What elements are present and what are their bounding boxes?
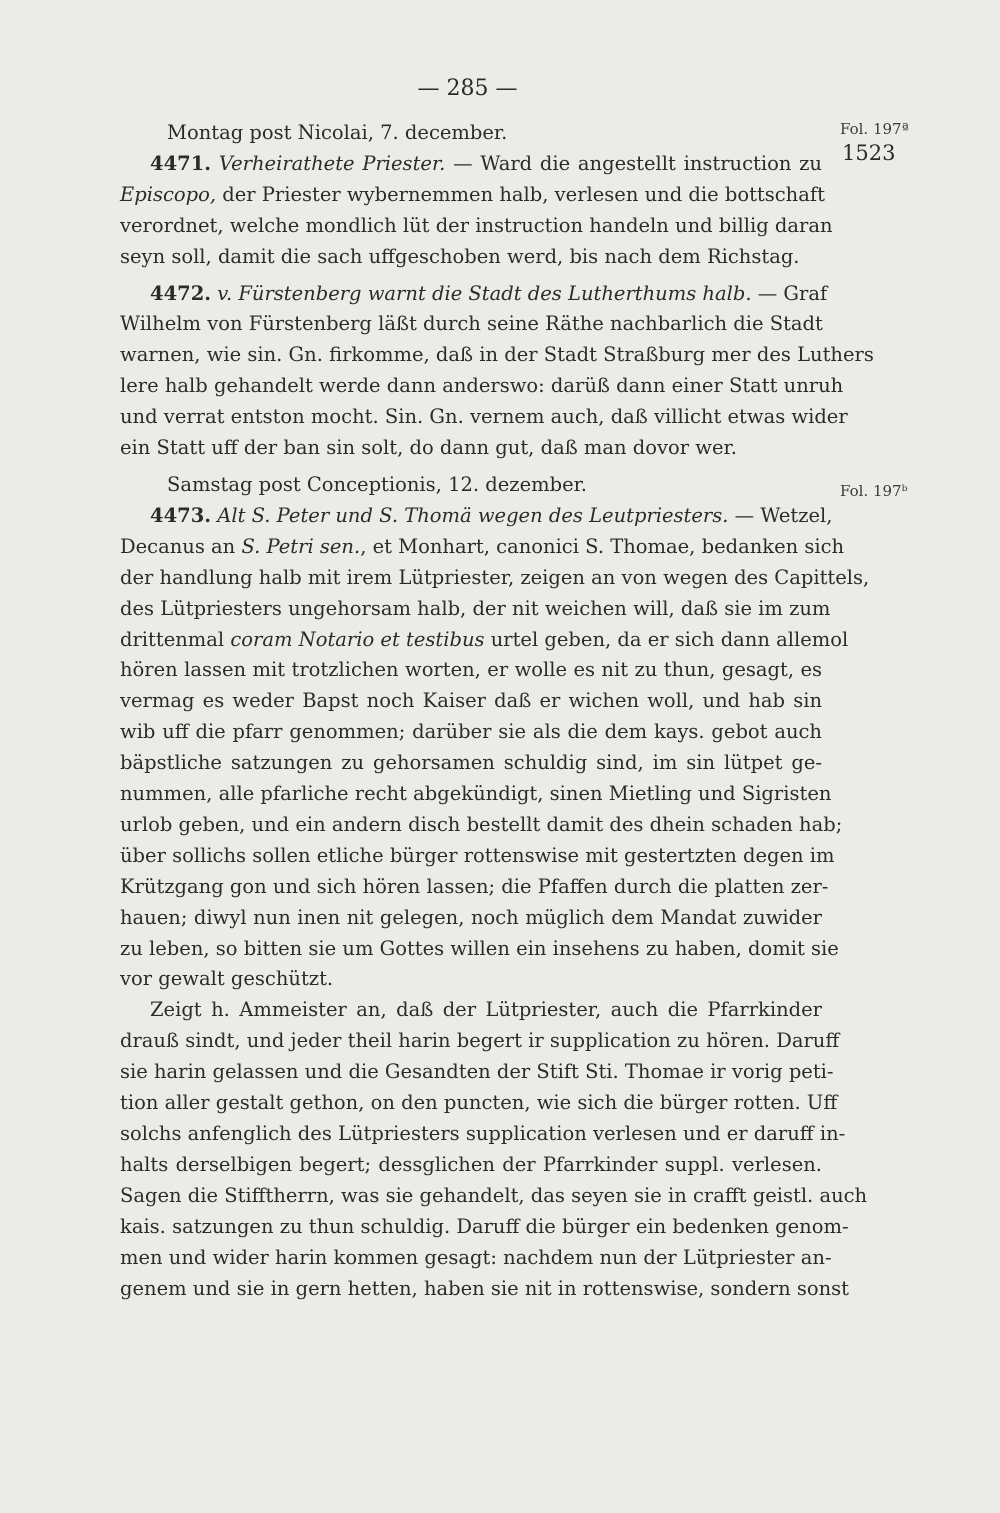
entry-4473-line-6: hören lassen mit trotzlichen worten, er wolle es nit zu thun, gesagt, es bbox=[120, 658, 822, 682]
entry-4473-line-12: über sollichs sollen etliche bürger rottenswise mit gestertzten degen im bbox=[120, 843, 835, 867]
entry-4473-line-16: vor gewalt geschützt. bbox=[120, 967, 334, 991]
para2-line-5: solchs anfenglich des Lütpriesters supplication verlesen und er daruff in- bbox=[120, 1122, 846, 1145]
entry-number-4473: 4473. bbox=[150, 503, 212, 527]
entry-4473-line-2: Decanus an S. Petri sen., et Monhart, canonici S. Thomae, bedanken sich bbox=[120, 534, 845, 558]
entry-4473-line-14: hauen; diwyl nun inen nit gelegen, noch müglich dem Mandat zuwider bbox=[120, 905, 822, 929]
entry-4473-line-7: vermag es weder Bapst noch Kaiser daß er wichen woll, und hab sin bbox=[120, 689, 822, 713]
entry-4472-line-4: lere halb gehandelt werde dann anderswo: darüß dann einer Statt unruh bbox=[120, 374, 844, 398]
entry-4472-line-5: und verrat entston mocht. Sin. Gn. vernem auch, daß villicht etwas wider bbox=[120, 405, 848, 429]
entry-4473-line-5: drittenmal coram Notario et testibus urtel geben, da er sich dann allemol bbox=[120, 627, 849, 651]
entry-4472-line-1: 4472. v. Fürstenberg warnt die Stadt des Lutherthums halb. — Graf bbox=[150, 281, 828, 305]
date-heading-1: Montag post Nicolai, 7. december. bbox=[167, 121, 508, 144]
entry-4471-line-2: Episcopo, der Priester wybernemmen halb, verlesen und die bottschaft bbox=[120, 182, 825, 206]
entry-4471-line-3: verordnet, welche mondlich lüt der instruction handeln und billig daran bbox=[120, 213, 833, 237]
folio-marker-197b: Fol. 197ᵇ bbox=[840, 482, 908, 500]
entry-4472-title: v. Fürstenberg warnt die Stadt des Lutherthums halb. bbox=[217, 281, 752, 305]
para2-line-2: drauß sindt, und jeder theil harin begert ir supplication zu hören. Daruff bbox=[120, 1029, 840, 1053]
entry-4473-line-8: wib uff die pfarr genommen; darüber sie als die dem kays. gebot auch bbox=[120, 720, 822, 744]
entry-4472-line-2: Wilhelm von Fürstenberg läßt durch seine Räthe nachbarlich die Stadt bbox=[120, 312, 823, 336]
entry-4471-line-4: seyn soll, damit die sach uffgeschoben werd, bis nach dem Richstag. bbox=[120, 244, 800, 268]
entry-4473-line-10: nummen, alle pfarliche recht abgekündigt, sinen Mietling und Sigristen bbox=[120, 782, 832, 806]
entry-4472-line-6: ein Statt uff der ban sin solt, do dann gut, daß man dovor wer. bbox=[120, 436, 737, 460]
entry-4473-line-1: 4473. Alt S. Peter und S. Thomä wegen des Leutpriesters. — Wetzel, bbox=[150, 503, 833, 527]
para2-line-7: Sagen die Stifftherrn, was sie gehandelt, das seyen sie in crafft geistl. auch bbox=[120, 1183, 868, 1207]
entry-number-4472: 4472. bbox=[150, 281, 212, 305]
folio-marker-197a: Fol. 197ª bbox=[840, 120, 909, 138]
page-number: — 285 — bbox=[417, 76, 518, 101]
para2-line-8: kais. satzungen zu thun schuldig. Daruff die bürger ein bedenken genom- bbox=[120, 1214, 849, 1238]
para2-line-4: tion aller gestalt gethon, on den puncten, wie sich die bürger rotten. Uff bbox=[120, 1091, 838, 1115]
entry-4473-line-3: der handlung halb mit irem Lütpriester, zeigen an von wegen des Capittels, bbox=[120, 565, 870, 589]
entry-4471-line-1: 4471. Verheirathete Priester. — Ward die angestellt instruction zu bbox=[150, 151, 822, 175]
entry-4472-line-3: warnen, wie sin. Gn. firkomme, daß in der Stadt Straßburg mer des Luthers bbox=[120, 343, 874, 367]
margin-year: 1523 bbox=[842, 141, 896, 165]
entry-4473-line-13: Krützgang gon und sich hören lassen; die Pfaffen durch die platten zer- bbox=[120, 874, 829, 898]
entry-4473-line-11: urlob geben, und ein andern disch bestellt damit des dhein schaden hab; bbox=[120, 812, 843, 836]
entry-4471-title: Verheirathete Priester. bbox=[218, 151, 446, 175]
entry-4473-line-9: bäpstliche satzungen zu gehorsamen schuldig sind, im sin lütpet ge- bbox=[120, 751, 822, 775]
para2-line-6: halts derselbigen begert; dessglichen der Pfarrkinder suppl. verlesen. bbox=[120, 1152, 822, 1176]
para2-line-1: Zeigt h. Ammeister an, daß der Lütpriester, auch die Pfarrkinder bbox=[150, 998, 822, 1022]
entry-number-4471: 4471. bbox=[150, 151, 212, 175]
entry-4473-line-15: zu leben, so bitten sie um Gottes willen ein insehens zu haben, domit sie bbox=[120, 936, 839, 960]
entry-4473-line-4: des Lütpriesters ungehorsam halb, der nit weichen will, daß sie im zum bbox=[120, 596, 831, 620]
entry-4473-title: Alt S. Peter und S. Thomä wegen des Leutpriesters. bbox=[217, 503, 729, 527]
para2-line-9: men und wider harin kommen gesagt: nachdem nun der Lütpriester an- bbox=[120, 1245, 832, 1269]
para2-line-3: sie harin gelassen und die Gesandten der Stift Sti. Thomae ir vorig peti- bbox=[120, 1060, 834, 1084]
para2-line-10: genem und sie in gern hetten, haben sie nit in rottenswise, sondern sonst bbox=[120, 1276, 849, 1300]
date-heading-2: Samstag post Conceptionis, 12. dezember. bbox=[167, 472, 588, 496]
